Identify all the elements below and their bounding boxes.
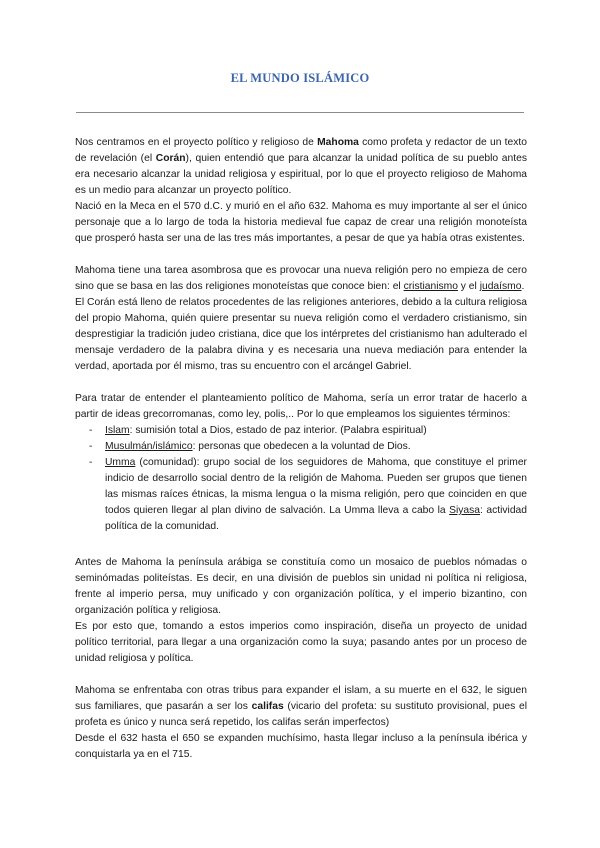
paragraph-unity-project: Es por esto que, tomando a estos imperios como inspiración, diseña un proyecto de unidad político territorial, para llegar a una organización como la suya; pasando antes por un proceso de unidad religiosa y política. [75, 621, 527, 664]
text-run: . [521, 281, 525, 292]
paragraph-expansion: Desde el 632 hasta el 650 se expanden muchísimo, hasta llegar incluso a la península ibérica y conquistarla ya en el 715. [75, 733, 527, 760]
paragraph-arabian-peninsula: Antes de Mahoma la península arábiga se constituía como un mosaico de pueblos nómadas o seminómadas politeístas. Es decir, en una división de pueblos sin unidad ni política ni religiosa, frente al imperio persa, muy unificado y con organización política, y el imperio bizantino, con organización política y religiosa. [75, 557, 527, 616]
text-run: (vicario del profeta: su sustituto provisional, pues el profeta es único y nunca será repetido, los califas serán imperfectos) [75, 701, 527, 728]
term-definition: : actividad política de la comunidad. [105, 505, 527, 532]
term-label: Musulmán/islámico [105, 441, 193, 452]
term-definition: (comunidad): grupo social de los seguidores de Mahoma, que constituye el primer indicio de desarrollo social dentro de la religión de Mahoma. Pueden ser grupos que tienen las mismas raíces étnicas, la misma lengua o la misma religión, pero que coinciden en que todos quieren llegar al plan divino de salvación. La Umma lleva a cabo la [105, 457, 527, 516]
term-label: Islam [105, 425, 130, 436]
spacer [75, 247, 527, 263]
term-label: Umma [105, 457, 136, 468]
text-run: como profeta y redactor de un texto de revelación (el [75, 137, 527, 164]
text-run: Mahoma se enfrentaba con otras tribus para expander el islam, a su muerte en el 632, le siguen sus familiares, que pasarán a ser los [75, 685, 527, 712]
paragraph-terms-intro: Para tratar de entender el planteamiento político de Mahoma, sería un error tratar de hacerlo a partir de ideas grecorromanas, como ley, polis,.. Por lo que empleamos los siguientes términos: [75, 393, 527, 420]
spacer [75, 535, 527, 551]
text-run: y el [457, 281, 480, 292]
list-item-umma [75, 455, 527, 535]
list-item-musulman [75, 439, 527, 455]
list-item-islam [75, 423, 527, 439]
bold-mahoma: Mahoma [317, 137, 359, 148]
terms-list [75, 423, 527, 535]
paragraph-mahoma-intro [75, 135, 527, 199]
title-divider [76, 112, 524, 113]
spacer [75, 375, 527, 391]
underlined-judaismo: judaísmo [479, 281, 522, 292]
bold-califas: califas [251, 701, 284, 712]
paragraph-coran: El Corán está lleno de relatos procedentes de las religiones anteriores, debido a la cultura religiosa del propio Mahoma, quién quiere presentar su nueva religión como el verdadero cristianismo, sin desprestigiar la tradición judeo cristiana, dice que los intérpretes del cristianismo han adulterado el mensaje verdadero de la palabra divina y es necesaria una nueva mediación para entender la verdad, aportada por él mismo, tras su encuentro con el arcángel Gabriel. [75, 297, 527, 372]
text-run: Mahoma tiene una tarea asombrosa que es provocar una nueva religión pero no empieza de cero sino que se basa en las dos religiones monoteístas que conoce bien: el [75, 265, 527, 292]
text-run: Nos centramos en el proyecto político y religioso de [75, 137, 318, 148]
paragraph-birth: Nació en la Meca en el 570 d.C. y murió en el año 632. Mahoma es muy importante al ser el único personaje que a lo largo de toda la historia medieval fue capaz de crear una religión monoteísta que prosperó hasta ser una de las tres más importantes, a pesar de que ya había otras existentes. [75, 201, 527, 244]
term-label-siyasa: Siyasa [449, 505, 481, 516]
spacer [75, 667, 527, 683]
text-run: ), quien entendió que para alcanzar la unidad política de su pueblo antes era necesario alcanzar la unidad religiosa y espiritual, por lo que el proyecto religioso de Mahoma es un medio para alcanzar un proyecto político. [75, 153, 527, 196]
paragraph-califas [75, 683, 527, 731]
bold-coran: Corán [155, 153, 186, 164]
document-title: EL MUNDO ISLÁMICO [230, 71, 370, 85]
paragraph-new-religion [75, 263, 527, 295]
term-definition: : sumisión total a Dios, estado de paz interior. (Palabra espiritual) [129, 425, 427, 436]
term-definition: : personas que obedecen a la voluntad de Dios. [192, 441, 411, 452]
document-body [75, 135, 527, 763]
underlined-cristianismo: cristianismo [403, 281, 458, 292]
